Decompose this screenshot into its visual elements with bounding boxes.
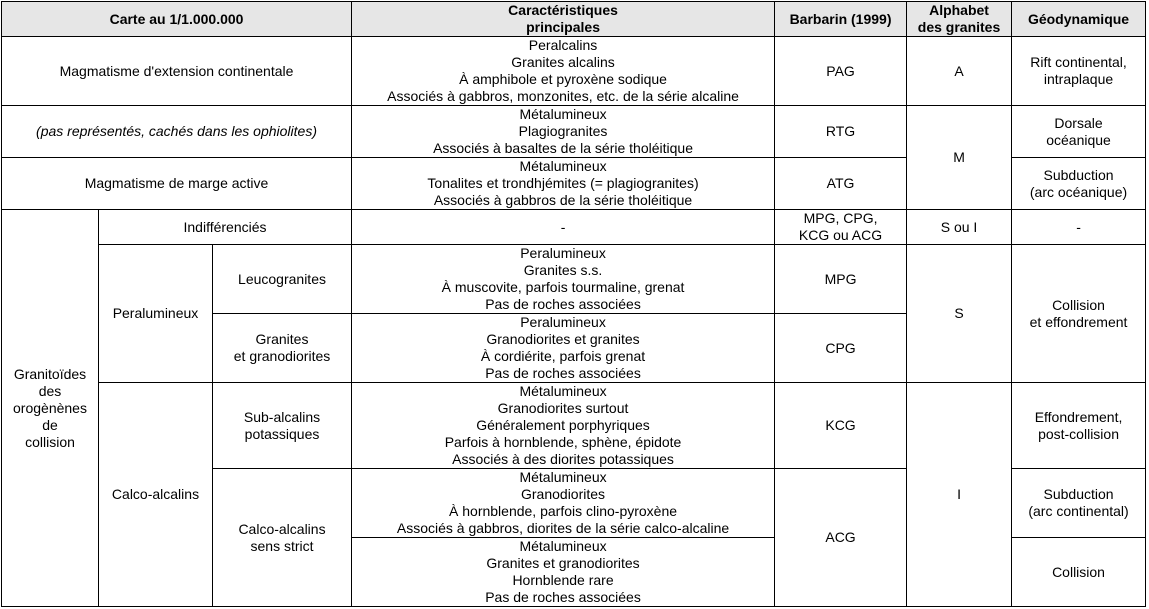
- text-line: (arc continental): [1028, 503, 1129, 519]
- text-line: Dorsale: [1054, 114, 1103, 131]
- header-alphabet-line: des granites: [917, 19, 1001, 35]
- cell-caracteristiques: [352, 106, 775, 158]
- text-line: Effondrement,: [1034, 408, 1123, 425]
- text-line: À muscovite, parfois tourmaline, grenat: [441, 279, 685, 295]
- text-line: Subduction: [1043, 486, 1114, 502]
- header-barbarin: Barbarin (1999): [775, 2, 907, 37]
- cell-geodynamique: -: [1012, 210, 1146, 245]
- text-line: Peralumineux: [520, 245, 606, 261]
- text-line: À hornblende, parfois clino-pyroxène: [449, 503, 678, 519]
- cell-orogenes: [2, 210, 99, 607]
- cell-peralumineux: Peralumineux: [99, 245, 213, 383]
- table-row: [2, 106, 1146, 158]
- granite-classification-table: [1, 1, 1146, 607]
- cell-barbarin: CPG: [775, 314, 907, 383]
- text-line: Calco-alcalins: [238, 520, 326, 537]
- cell-carte: (pas représentés, cachés dans les ophiolites): [2, 106, 352, 158]
- text-line: MPG, CPG,: [803, 210, 878, 226]
- cell-barbarin: MPG: [775, 245, 907, 314]
- text-line: Associés à gabbros de la série tholéitique: [433, 192, 693, 208]
- cell-alphabet: S: [907, 245, 1012, 383]
- text-line: Rift continental,: [1030, 54, 1127, 70]
- cell-geodynamique: [1012, 158, 1146, 210]
- text-line: Généralement porphyriques: [476, 417, 650, 433]
- text-line: Associés à des diorites potassiques: [452, 451, 674, 467]
- text-line: des: [38, 382, 62, 399]
- text-line: Pas de roches associées: [485, 365, 641, 381]
- cell-geodynamique: Collision: [1012, 538, 1146, 607]
- text-line: Pas de roches associées: [485, 589, 641, 605]
- cell-geodynamique: [1012, 106, 1146, 158]
- text-line: intraplaque: [1043, 71, 1114, 87]
- cell-barbarin: KCG: [775, 383, 907, 469]
- text-line: Granodiorites: [521, 486, 606, 502]
- header-geodynamique: Géodynamique: [1012, 2, 1146, 37]
- table-row: [2, 245, 1146, 314]
- header-caracteristiques-line: principales: [526, 19, 600, 35]
- cell-leucogranites: Leucogranites: [213, 245, 352, 314]
- header-row: [2, 2, 1146, 37]
- header-caracteristiques: [352, 2, 775, 37]
- text-line: KCG ou ACG: [798, 227, 883, 243]
- header-caracteristiques-line: Caractéristiques: [508, 2, 618, 18]
- cell-caracteristiques: [352, 158, 775, 210]
- cell-alphabet: S ou I: [907, 210, 1012, 245]
- cell-carte: Magmatisme d'extension continentale: [2, 37, 352, 106]
- cell-sub-alcalins: [213, 383, 352, 469]
- table-row: [2, 210, 1146, 245]
- header-alphabet-line: Alphabet: [929, 2, 989, 18]
- header-alphabet: [907, 2, 1012, 37]
- text-line: Tonalites et trondhjémites (= plagiogranites): [427, 175, 699, 191]
- text-line: post-collision: [1038, 425, 1119, 442]
- cell-caracteristiques: -: [352, 210, 775, 245]
- text-line: Parfois à hornblende, sphène, épidote: [444, 434, 682, 450]
- cell-granites-granodiorites: [213, 314, 352, 383]
- text-line: Granites: [255, 331, 309, 347]
- text-line: Métalumineux: [519, 106, 607, 122]
- cell-calco-sens-strict: [213, 469, 352, 607]
- cell-barbarin: PAG: [775, 37, 907, 106]
- cell-carte: Magmatisme de marge active: [2, 158, 352, 210]
- text-line: Granodiorites et granites: [486, 331, 640, 347]
- cell-caracteristiques: [352, 469, 775, 538]
- text-line: collision: [25, 433, 75, 450]
- text-line: Granites et granodiorites: [486, 555, 640, 571]
- text-line: Associés à gabbros, diorites de la série calco-alcaline: [396, 520, 730, 536]
- text-line: Métalumineux: [519, 383, 607, 399]
- cell-geodynamique: [1012, 383, 1146, 469]
- text-line: Peralcalins: [528, 37, 598, 53]
- text-line: À cordiérite, parfois grenat: [480, 348, 646, 364]
- text-line: sens strict: [250, 537, 314, 554]
- text-line: Collision: [1052, 296, 1105, 313]
- cell-geodynamique: [1012, 37, 1146, 106]
- cell-geodynamique: [1012, 469, 1146, 538]
- text-line: océanique: [1046, 131, 1111, 148]
- text-line: (arc océanique): [1029, 183, 1128, 200]
- cell-calco-alcalins: Calco-alcalins: [99, 383, 213, 607]
- cell-alphabet: I: [907, 383, 1012, 607]
- text-line: Associés à gabbros, monzonites, etc. de la série alcaline: [387, 88, 739, 104]
- text-line: Hornblende rare: [512, 572, 614, 588]
- text-line: Granites s.s.: [523, 262, 603, 278]
- header-carte: Carte au 1/1.000.000: [2, 2, 352, 37]
- text-line: et granodiorites: [233, 348, 331, 364]
- text-line: Métalumineux: [519, 469, 607, 485]
- text-line: potassiques: [244, 425, 320, 442]
- text-line: Granodiorites surtout: [497, 400, 629, 416]
- text-line: Peralumineux: [520, 314, 606, 330]
- text-line: Sub-alcalins: [243, 408, 321, 425]
- text-line: Plagiogranites: [518, 123, 608, 139]
- text-line: et effondrement: [1029, 313, 1128, 330]
- cell-caracteristiques: [352, 383, 775, 469]
- text-line: de: [42, 416, 58, 433]
- text-line: Associés à basaltes de la série tholéitique: [433, 140, 693, 156]
- table-row: [2, 37, 1146, 106]
- cell-alphabet: M: [907, 106, 1012, 210]
- text-line: Granites alcalins: [511, 54, 615, 70]
- cell-barbarin: ACG: [775, 469, 907, 607]
- text-line: Granitoïdes: [13, 365, 87, 382]
- text-line: Métalumineux: [519, 538, 607, 554]
- cell-indifferencies: Indifférenciés: [99, 210, 352, 245]
- cell-caracteristiques: [352, 538, 775, 607]
- cell-geodynamique: [1012, 245, 1146, 383]
- cell-barbarin: [775, 210, 907, 245]
- table-row: [2, 383, 1146, 469]
- cell-barbarin: RTG: [775, 106, 907, 158]
- cell-caracteristiques: [352, 37, 775, 106]
- text-line: Subduction: [1043, 166, 1114, 183]
- text-line: orogènènes: [13, 399, 87, 416]
- cell-caracteristiques: [352, 245, 775, 314]
- cell-barbarin: ATG: [775, 158, 907, 210]
- cell-caracteristiques: [352, 314, 775, 383]
- text-line: Métalumineux: [519, 158, 607, 174]
- text-line: Pas de roches associées: [485, 296, 641, 312]
- text-line: À amphibole et pyroxène sodique: [459, 71, 667, 87]
- cell-alphabet: A: [907, 37, 1012, 106]
